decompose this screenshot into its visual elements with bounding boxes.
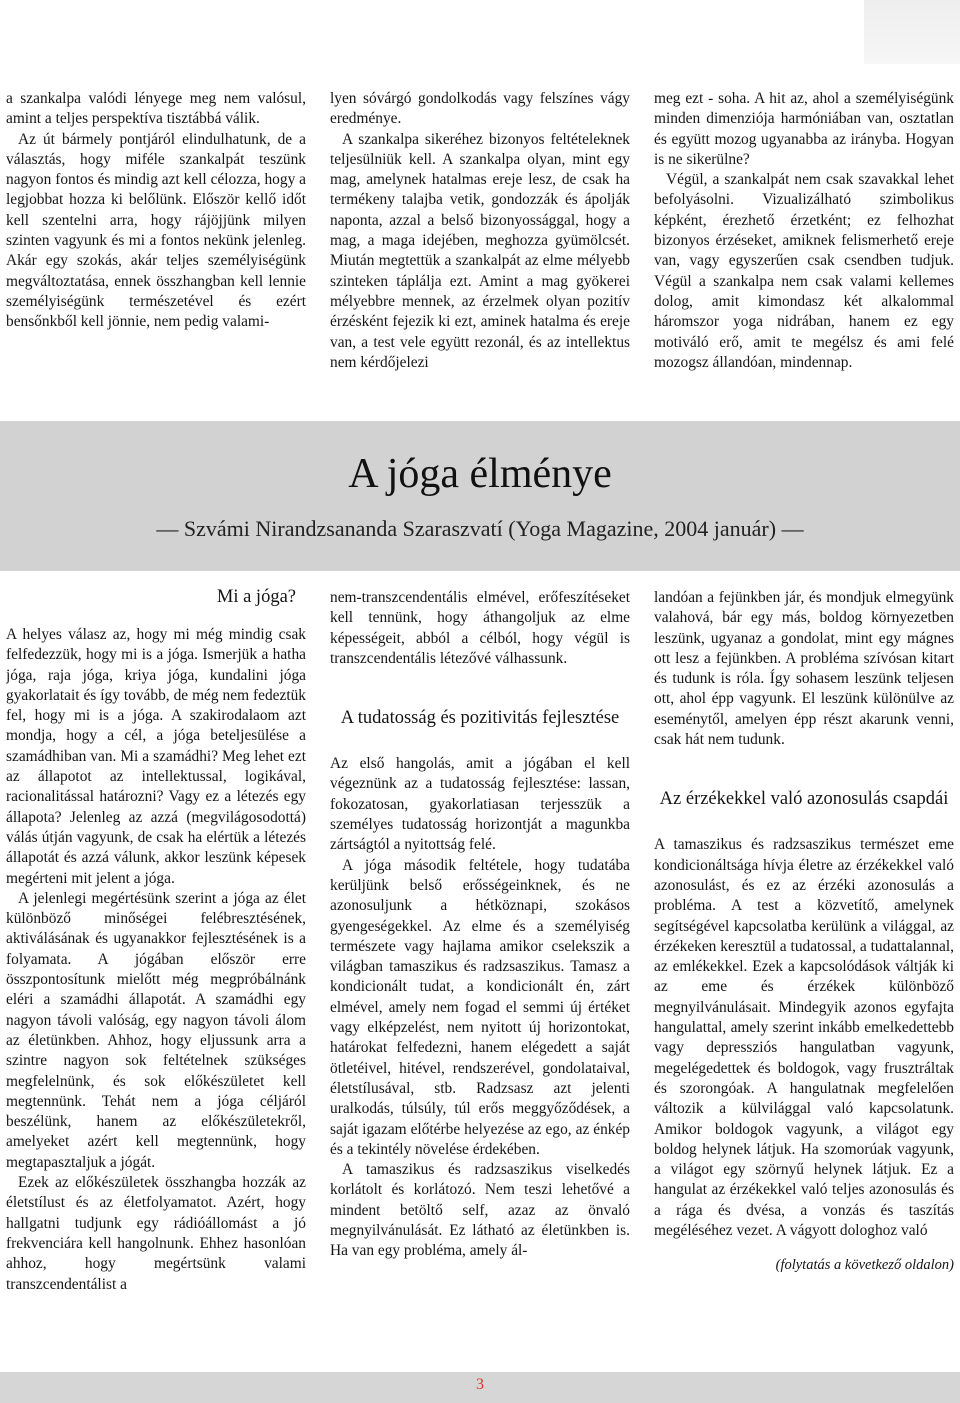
paragraph: A tamaszikus és radzsaszikus viselkedés korlátolt és korlátozó. Nem teszi lehetővé a mindent betöltő self, azaz az önvaló megnyilvánulását. Ez látható az életünkben is. Ha van egy probléma, amely ál- (330, 1161, 630, 1260)
article-author: — Szvámi Nirandzsananda Szaraszvatí (Yoga Magazine, 2004 január) — (156, 516, 804, 541)
top-column-3 (654, 89, 954, 373)
paragraph: A jóga második feltétele, hogy tudatába kerüljünk belső erősségeinknek, és ne azonosuljunk a hétköznapi, szokásos gyengeségekkel. Az elme és a személyiség természete vagy hajlama amikor cselekszik a világban tamaszikus és radzsaszikus. Tamasz a kondicionált tudat, a kondicionált én, zárt elmével, amely nem fogad el semmi új értéket vagy elképzelést, nem nyitott új horizontokat, határokat felfedezni, hanem elégedett a saját ötletéivel, hitével, rendszerével, gondolataival, életstílusával, stb. Radzsasz azt jelenti uralkodás, túlsúly, túl erős meggyőződések, a saját igazam előtérbe helyezése az ego, az énkép és a tekintély növelése érdekében. (330, 856, 630, 1158)
paragraph: Az első hangolás, amit a jógában el kell végeznünk az a tudatosság fejlesztése: lassan, fokozatosan, gyakorlatiasan terjesszük a személyes tudatosság horizontját a magunkba zártságtól a nyitottság felé. (330, 755, 630, 854)
section-heading-erzekek: Az érzékekkel való azonosulás csapdái (659, 789, 949, 810)
paragraph: nem-transzcendentális elmével, erőfeszítéseket kell tennünk, hogy áthangoljuk az elme képességeit, abból a célból, hogy végül is transzcendentális létezővé válhassunk. (330, 589, 630, 667)
paragraph: A helyes válasz az, hogy mi még mindig csak felfedezzük, hogy mi is a jóga. Ismerjük a hatha jóga, raja jóga, kriya jóga, kundalini jóga gyakorlatait és így tovább, de még nem fedeztük fel, hogy mi is a jóga. A szakirodalaom azt mondja, hogy a cél, a jóga beteljesülése a szamádhiban van. Mi a szamádhi? Meg lehet ezt az állapotot az intellektussal, logikával, racionalitással határozni? Vagy ez a létezés egy állapota? Jelenleg az azzá (megvilágosodottá) válás útján vagyunk, de csak ha elértük a létezés állapotát és azzá válunk, akkor leszünk képesek megérteni mit jelent a jóga. (6, 626, 306, 887)
bottom-column-1 (6, 586, 306, 1346)
paragraph: Végül, a szankalpát nem csak szavakkal lehet befolyásolni. Vizualizálható szimbolikus képként, érezhető érzetként; ez felhozhat bizonyos érzéseket, amiknek felismerhető ereje van, vagy egyszerűen csak csendben tudjuk. Végül a szankalpa nem csak valami kellemes dolog, amit kimondasz két alkalommal háromszor yoga nidrában, hanem ez egy motiváló erő, amit te megélsz és ami felé mozogsz állandóan, mindennap. (654, 171, 954, 371)
top-column-2 (330, 89, 630, 373)
paragraph: A jelenlegi megértésünk szerint a jóga az élet különböző minőségei felébresztésének, aktiválásának és ugyanakkor fejlesztésének is a folyamata. A jógában először erre összpontosítunk mielőtt még megpróbálnánk eléri a szamádhi állapotát. A szamádhi egy nagyon távoli valóság, egy nagyon távoli álom az életünkben. Ahhoz, hogy eljussunk arra a szintre nagyon sok feltételnek szükséges megfelelnünk, és sok előkészületet kell megtennünk. Tehát nem a jóga céljáról beszélünk, hanem az előkészületekről, amelyeket azért kell megtennünk, hogy megtapasztaljuk a jógát. (6, 889, 306, 1171)
paragraph: Az út bármely pontjáról elindulhatunk, de a választás, hogy miféle szankalpát teszünk nagyon fontos és mindig azt kell célozza, hogy a legjobbat hozza ki belőlünk. Először kellő időt kell szentelni arra, hogy rájöjjünk milyen szinten vagyunk és mi a fontos nekünk jelenleg. Akár egy szokás, akár teljes személyiségünk megváltoztatása, ennek összhangban kell lennie személyiségünk természetével és ezért bensőnkből kell jönnie, nem pedig valami- (6, 130, 306, 331)
continued-note: (folytatás a következő oldalon) (775, 1257, 954, 1274)
bottom-column-3 (654, 588, 954, 1348)
section-heading-mi-a-joga: Mi a jóga? (216, 587, 296, 607)
paragraph: A tamaszikus és radzsaszikus természet eme kondicionáltsága hívja életre az érzékekkel való azonosulást, és ez az érzéki azonosulás a probléma. A test a közvetítő, amelynek segítségével kapcsolatba kerülünk a világgal, az érzékeken keresztül a tudatossal, a tudattalannal, az emlékekkel. Ezek a kapcsolódások váltják ki az eme és érzékek különböző megnyilvánulásait. Mindegyik azonos egyfajta hangulattal, amely szerint inkább emelkedettebb vagy depressziós hangulatban vagyunk, megelégedettek és boldogok, vagy frusztráltak és szorongóak. A hangulatnak megfelelően változik a külvilággal való kapcsolatunk. Amikor boldogok vagyunk, a világot egy boldog helynek látjuk. Ha szomorúak vagyunk, a világot egy szörnyű helynek látjuk. Ez a hangulat az érzékekkel való teljes azonosulás és a rága és dvésa, a vonzás és taszítás megéléséhez vezet. A vágyott dologhoz való (654, 836, 954, 1240)
paragraph: lyen sóvárgó gondolkodás vagy felszínes vágy eredménye. (330, 90, 630, 128)
article-title: A jóga élménye (348, 451, 612, 497)
paragraph: Ezek az előkészületek összhangba hozzák az életstílust és az életfolyamatot. Azért, hogy hallgatni tudjunk egy rádióállomást a jó frekvenciára kell hangolnunk. Ehhez hasonlóan ahhoz, hogy megértsünk valami transzcendentálist a (6, 1174, 306, 1293)
paragraph: landóan a fejünkben jár, és mondjuk elmegyünk valahová, bár egy más, boldog környezetben leszünk, ugyanaz a gondolat, mint egy mágnes ott lesz a fejünkben. A probléma szívósan kitart és tudunk is róla. Így sohasem leszünk teljesen ott, ahol épp vagyunk. El leszünk különülve az eseménytől, amelyen épp részt akarunk venni, csak hát nem tudunk. (654, 589, 954, 749)
top-column-1 (6, 89, 306, 333)
article-banner (0, 421, 960, 571)
section-heading-tudatossag: A tudatosság és pozitivitás fejlesztése (340, 708, 620, 729)
bottom-column-2 (330, 588, 630, 1348)
paragraph: meg ezt - soha. A hit az, ahol a személyiségünk minden dimenziója harmóniában van, osztatlan és együtt mozog ugyanabba az irányba. Hogyan is ne sikerülne? (654, 90, 954, 168)
paragraph: A szankalpa sikeréhez bizonyos feltételeknek teljesülniük kell. A szankalpa olyan, mint egy mag, amelynek hatalmas ereje lesz, de csak ha termékeny talajba vetik, gondozzák és ápolják naponta, azzal a belső bizonyossággal, hogy a mag, a maga idejében, meghozza gyümölcsét. Miután megtettük a szankalpát az elme mélyebb szinteken táplálja ezt. Amint a mag gyökerei mélyebbre mennek, az érzelmek olyan pozitív érzésként fejezik ki ezt, aminek hatalma és ereje van, a test vele együtt rezonál, és az intellektus nem kérdőjelezi (330, 130, 630, 371)
paragraph: a szankalpa valódi lényege meg nem valósul, amint a teljes perspektíva tisztábbá válik. (6, 90, 306, 128)
page-number: 3 (476, 1376, 484, 1393)
corner-shade (864, 0, 960, 64)
